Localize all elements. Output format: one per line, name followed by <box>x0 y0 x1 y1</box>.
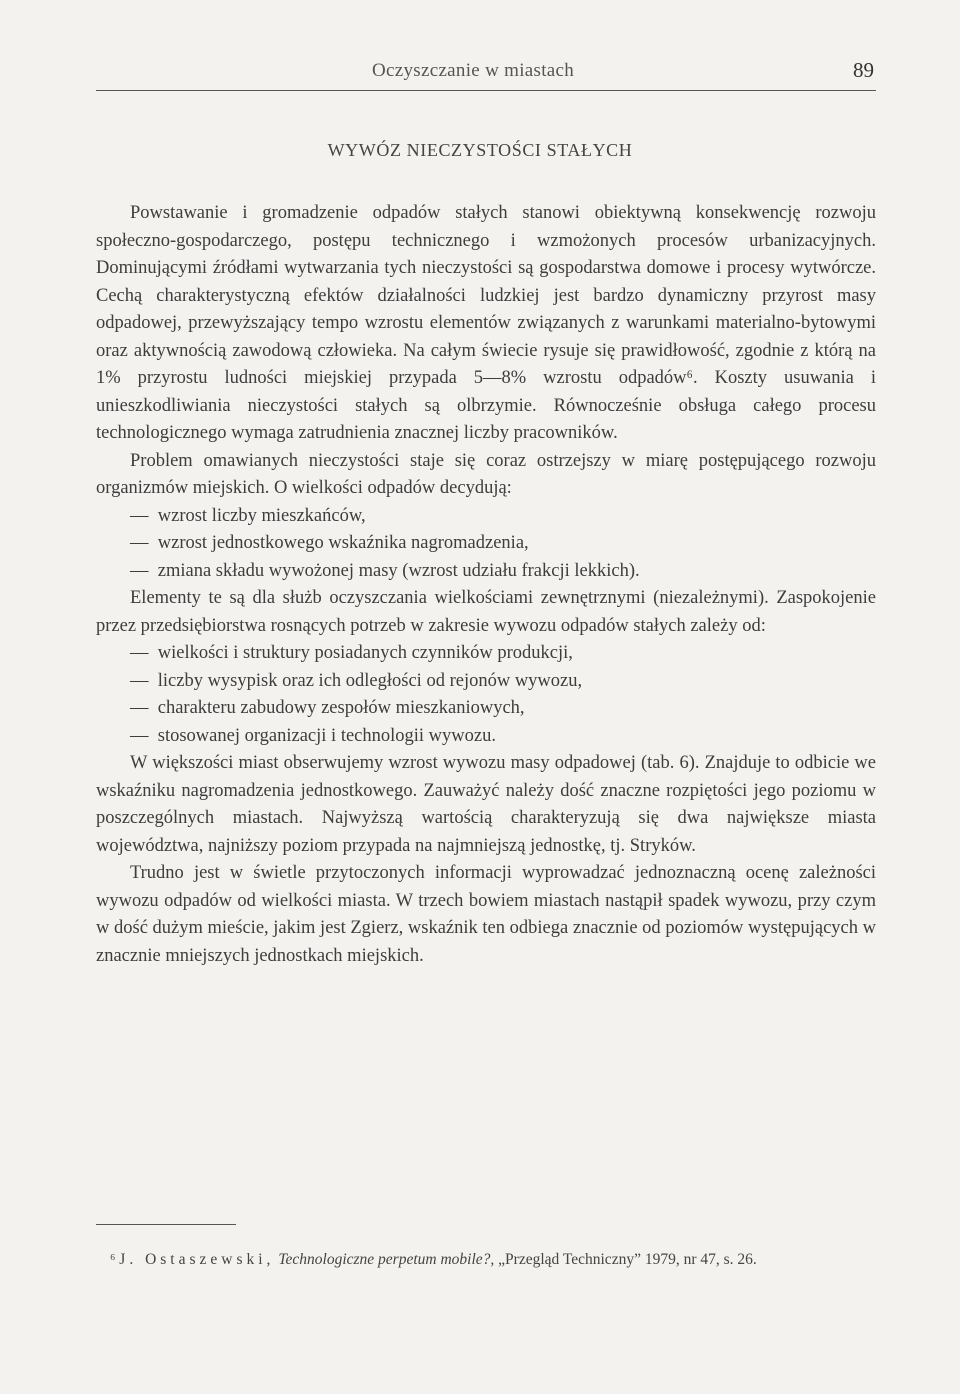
paragraph-3: Elementy te są dla służb oczyszczania wielkościami zewnętrznymi (niezależnymi). Zaspokojenie przez przedsiębiorstwa rosnących potrzeb w zakresie wywozu odpadów stałych zależy od: <box>96 588 876 636</box>
page-header <box>96 56 876 91</box>
paragraph-2: Problem omawianych nieczystości staje się coraz ostrzejszy w miarę postępującego rozwoju organizmów miejskich. O wielkości odpadów decydują: <box>96 450 876 498</box>
list-item: — wzrost jednostkowego wskaźnika nagromadzenia, <box>130 530 876 558</box>
list-waste-factors <box>96 503 876 586</box>
running-head: Oczyszczanie w miastach <box>372 60 575 81</box>
section-title: WYWÓZ NIECZYSTOŚCI STAŁYCH <box>327 140 633 160</box>
footnote-marker: ⁶ <box>110 1251 116 1268</box>
list-item: — charakteru zabudowy zespołów mieszkaniowych, <box>130 695 876 723</box>
page-number: 89 <box>853 58 874 82</box>
list-item: — wzrost liczby mieszkańców, <box>130 503 876 531</box>
list-item: — stosowanej organizacji i technologii wywozu. <box>130 723 876 751</box>
body-text <box>96 200 876 970</box>
list-item: — liczby wysypisk oraz ich odległości od rejonów wywozu, <box>130 668 876 696</box>
list-item: — wielkości i struktury posiadanych czynników produkcji, <box>130 640 876 668</box>
list-service-factors <box>96 640 876 750</box>
footnote-rule <box>96 1224 236 1225</box>
paragraph-4: W większości miast obserwujemy wzrost wywozu masy odpadowej (tab. 6). Znajduje to odbicie we wskaźniku nagromadzenia jednostkowego. Zauważyć należy dość znaczne rozpiętości jego poziomu w poszczególnych miastach. Najwyższą wartością charakteryzują się dwa największe miasta województwa, najniższy poziom przypada na najmniejszą jednostkę, tj. Stryków. <box>96 753 876 856</box>
footnote-source: „Przegląd Techniczny” 1979, nr 47, s. 26. <box>498 1251 757 1268</box>
paragraph-1: Powstawanie i gromadzenie odpadów stałych stanowi obiektywną konsekwencję rozwoju społeczno-gospodarczego, postępu technicznego i wzmożonych procesów urbanizacyjnych. Dominującymi źródłami wytwarzania tych nieczystości są gospodarstwa domowe i procesy wytwórcze. Cechą charakterystyczną efektów działalności ludzkiej jest bardzo dynamiczny przyrost masy odpadowej, przewyższający tempo wzrostu elementów związanych z warunkami materialno-bytowymi oraz aktywnością zawodową człowieka. Na całym świecie rysuje się prawidłowość, zgodnie z którą na 1% przyrostu ludności miejskiej przypada 5—8% wzrostu odpadów⁶. Koszty usuwania i unieszkodliwiania nieczystości stałych są olbrzymie. Równocześnie obsługa całego procesu technologicznego wymaga zatrudnienia znacznej liczby pracowników. <box>96 203 876 443</box>
paragraph-5: Trudno jest w świetle przytoczonych informacji wyprowadzać jednoznaczną ocenę zależności wywozu odpadów od wielkości miasta. W trzech bowiem miastach nastąpił spadek wywozu, przy czym w dość dużym mieście, jakim jest Zgierz, wskaźnik ten odbiega znacznie od poziomów występujących w znacznie mniejszych jednostkach miejskich. <box>96 863 876 966</box>
footnote-author: J. Ostaszewski, <box>119 1251 275 1268</box>
footnote <box>96 1248 876 1272</box>
list-item: — zmiana składu wywożonej masy (wzrost udziału frakcji lekkich). <box>130 558 876 586</box>
footnote-title: Technologiczne perpetum mobile?, <box>278 1251 495 1268</box>
